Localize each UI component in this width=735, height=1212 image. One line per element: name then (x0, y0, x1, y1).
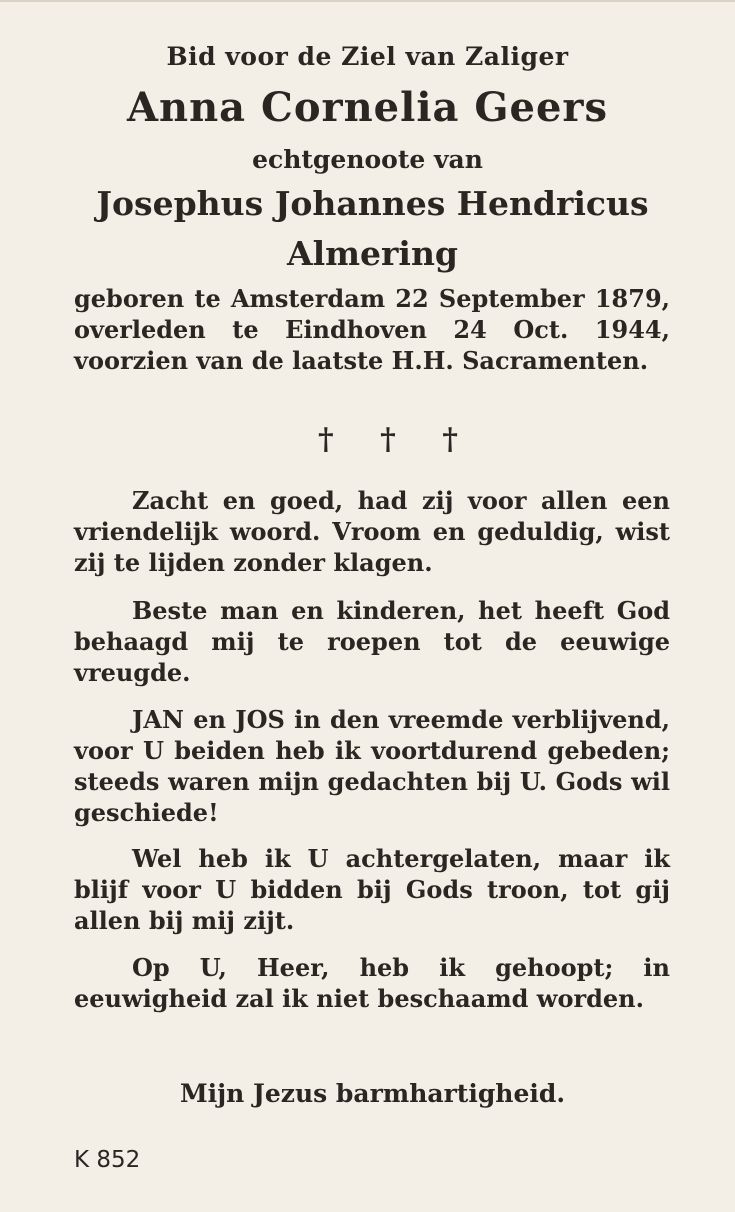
relation-label: echtgenoote van (252, 145, 483, 174)
paragraph-1: Zacht en goed, had zij voor allen een vriendelijk woord. Vroom en geduldig, wist zij te lijden zonder klagen. (74, 486, 670, 577)
closing-prayer: Mijn Jezus barmhartigheid. (179, 1079, 566, 1108)
deceased-name: Anna Cornelia Geers (126, 84, 609, 131)
card-code: K 852 (74, 1147, 141, 1173)
spouse-name-line1: Josephus Johannes Hendricus (96, 184, 649, 223)
card-heading: Bid voor de Ziel van Zaliger (166, 42, 569, 71)
paragraph-2: Beste man en kinderen, het heeft God behaagd mij te roepen tot de eeuwige vreugde. (74, 596, 670, 687)
paragraph-4: Wel heb ik U achtergelaten, maar ik blijf voor U bidden bij Gods troon, tot gij allen bij mij zijt. (74, 844, 670, 935)
paragraph-3: JAN en JOS in den vreemde verblijvend, voor U beiden heb ik voortdurend gebeden; steeds waren mijn gedachten bij U. Gods wil geschiede! (74, 705, 670, 827)
crosses-ornament: † † † (318, 422, 476, 457)
paragraph-5: Op U, Heer, heb ik gehoopt; in eeuwigheid zal ik niet beschaamd worden. (74, 953, 670, 1013)
biography-text: geboren te Amsterdam 22 September 1879, overleden te Eindhoven 24 Oct. 1944, voorzien van de laatste H.H. Sacramenten. (74, 284, 670, 375)
spouse-name-line2: Almering (286, 234, 459, 273)
